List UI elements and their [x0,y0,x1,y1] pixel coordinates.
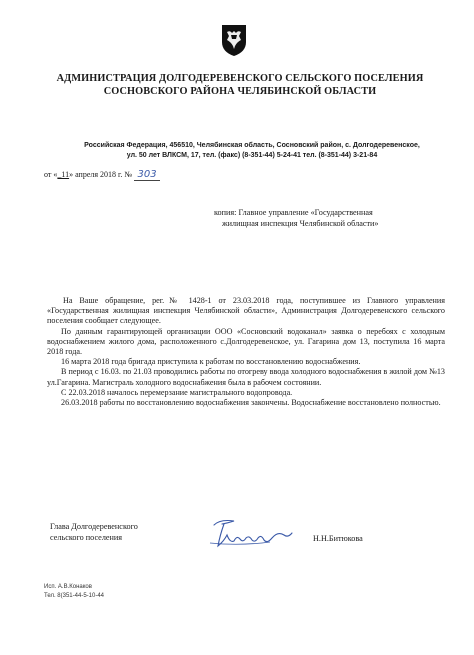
organization-address [52,141,452,161]
handwritten-signature-icon [200,513,300,551]
signatory-name: Н.Н.Битюкова [313,534,363,543]
document-date-line [44,169,160,181]
letter-body [47,296,445,408]
executor-phone: Тел. 8(351-44-5-10-44 [44,593,104,599]
coat-of-arms-icon [219,22,249,58]
position-line2: сельского поселения [50,533,123,542]
date-day: _11 [57,170,70,179]
address-line1: Российская Федерация, 456510, Челябинская область, Сосновский район, с. Долгодеревенское, [84,142,420,149]
body-paragraph-3: 16 марта 2018 года бригада приступила к работам по восстановлению водоснабжения. [61,357,361,367]
body-paragraph-5: С 22.03.2018 началось перемерзание магистрального водопровода. [61,387,293,397]
address-line2: ул. 50 лет ВЛКСМ, 17, тел. (факс) (8-351-44) 5-24-41 тел. (8-351-44) 3-21-84 [126,152,378,159]
org-title-line2: СОСНОВСКОГО РАЙОНА ЧЕЛЯБИНСКОЙ ОБЛАСТИ [103,86,377,97]
date-prefix: от « [44,170,58,179]
date-month: » апреля 2018 г. № [69,170,133,179]
body-paragraph-1: На Ваше обращение, рег.№ 1428-1 от 23.03.2018 года, поступившее из Главного управления «Государственная жилищная инспекция Челябинской области», Администрация Долгодеревенского сельского поселения сообщает следующее. [47,296,445,326]
executor-name: Исп. А.В.Конаков [44,584,92,590]
copy-recipient [214,207,450,229]
registration-number: 303 [134,170,160,181]
body-paragraph-6: 26.03.2018 работы по восстановлению водоснабжения закончены. Водоснабжение восстановлено полностью. [61,398,441,408]
body-paragraph-2: По данным гарантирующей организации ООО «Сосновский водоканал» заявка о перебоях с холодным водоснабжением жилого дома, расположенного с.Долгодеревенское, ул. Гагарина дом 13, поступила 16 марта 2018 года. [47,326,445,357]
executor-info [44,583,104,601]
body-paragraph-4: В период с 16.03. по 21.03 проводились работы по отогреву ввода холодного водоснабжения в жилой дом №13 ул.Гагарина. Магистраль холодного водоснабжения была в рабочем состоянии. [47,367,445,387]
organization-title [30,72,450,98]
copy-line2: жилищная инспекция Челябинской области» [222,219,379,228]
signatory-position [50,521,138,543]
position-line1: Глава Долгодеревенского [50,522,138,531]
copy-line1: копия: Главное управление «Государственная [214,208,373,217]
org-title-line1: АДМИНИСТРАЦИЯ ДОЛГОДЕРЕВЕНСКОГО СЕЛЬСКОГО ПОСЕЛЕНИЯ [56,73,424,84]
